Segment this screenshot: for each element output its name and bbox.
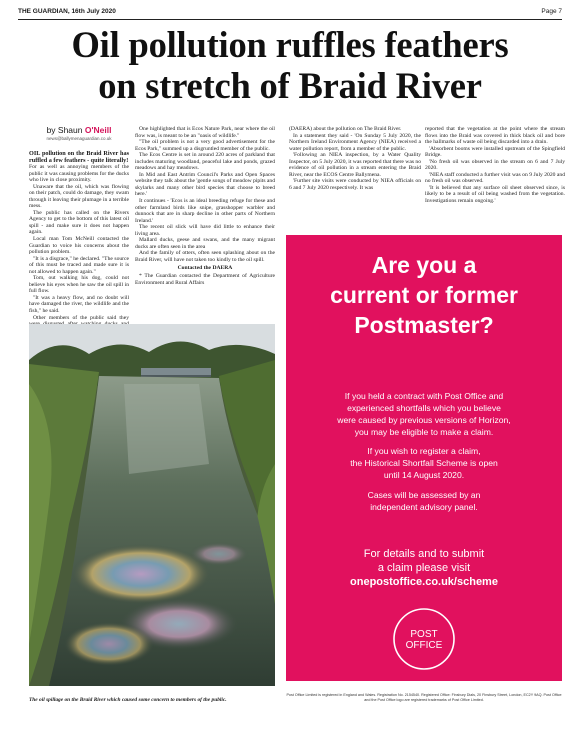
headline-line-2: on stretch of Braid River <box>98 65 482 106</box>
article-column-3 <box>289 126 421 191</box>
article-paragraph: * The Guardian contacted the Department of Agriculture Environment and Rural Affairs <box>135 273 275 286</box>
article-paragraph: In Mid and East Antrim Council's Parks and Open Spaces website they talk about the 'gentle songs of meadow pipits and skylarks and many other bird species that choose to breed here.' <box>135 171 275 198</box>
article-paragraph: 'No fresh oil was observed in the stream on 6 and 7 July 2020. <box>425 158 565 172</box>
post-office-advert <box>286 235 562 681</box>
article-paragraph: (DAERA) about the pollution on The Braid River. <box>289 126 402 132</box>
page-header <box>18 8 562 19</box>
advert-call-to-action: For details and to submit a claim please visit onepostoffice.co.uk/scheme <box>350 548 498 588</box>
article-paragraph: Tom, out walking his dog, could not believe his eyes when he saw the oil spill in full flow. <box>29 275 129 295</box>
article-paragraph: 'NIEA staff conducted a further visit was on 9 July 2020 and no fresh oil was observed. <box>425 171 565 185</box>
article-column-1 <box>29 150 129 347</box>
article-paragraph: Local man Tom McNeill contacted the Guardian to voice his concerns about the pollution problem. <box>29 236 129 256</box>
byline <box>29 125 129 141</box>
river-photo <box>29 324 275 686</box>
article-paragraph: "It was a heavy flow, and no doubt will have damaged the river, the wildlife and the fish," he said. <box>29 294 129 315</box>
advert-panel-text: Cases will be assessed by an independent advisory panel. <box>367 490 481 512</box>
advert-scheme-dates: If you wish to register a claim, the Historical Shortfall Scheme is open until 14 August 2020. <box>350 446 498 480</box>
article-paragraph: Other members of the public said they <box>33 314 129 321</box>
advert-small-print: Post Office Limited is registered in England and Wales. Registration No. 2154540. Registered Office: Finsbury Dials, 20 Finsbury Street, London, EC2Y 9AQ. Post Office and the Post Office logo are registered trademarks of Post Office Limited. <box>286 693 562 702</box>
byline-surname: O'Neill <box>84 125 112 135</box>
headline <box>18 24 562 106</box>
advert-title: Are you a current or former Postmaster? <box>330 252 518 338</box>
article-paragraph: 'Further site visits were conducted by NIEA officials on 6 and 7 July 2020 respectively. It was <box>289 178 421 191</box>
article-paragraph: For as well as annoying members of the public it was causing problems for the ducks who live in close proximity. <box>29 164 129 184</box>
article-subhead: Contacted the DAERA <box>177 265 233 272</box>
article-paragraph: In a statement they said - 'On Sunday 5 July 2020, the Northern Ireland Environment Agency (NIEA) received a water pollution report, from a member of the public. <box>289 132 421 152</box>
headline-line-1: Oil pollution ruffles feathers <box>71 24 509 65</box>
article-paragraph: And the family of otters, often seen splashing about on the Braid River, will have not taken too kindly to the oil spill. <box>135 250 275 263</box>
article-paragraph: "The oil problem is not a very good advertisement for the Ecos Park," summed up a disgruntled member of the public. <box>135 139 275 152</box>
article-paragraph: "It is a disgrace," he declared. "The source of this must be traced and made sure it is not allowed to happen again." <box>29 255 129 275</box>
article-column-2 <box>135 126 275 286</box>
photo-caption: The oil spillage on the Braid River which caused some concern to members of the public. <box>29 697 227 703</box>
svg-text:POST: POST <box>410 629 438 640</box>
article-paragraph: 'Absorbent booms were installed upstream of the Spingfield Bridge. <box>425 145 565 159</box>
page-number: Page 7 <box>541 8 562 15</box>
article-paragraph: Mallard ducks, geese and swans, and the many migrant ducks are often seen in the area <box>135 237 275 250</box>
advert-eligibility-text: If you held a contract with Post Office and experienced shortfalls which you believe were caused by previous versions of Horizon, you may be eligible to make a claim. <box>337 391 511 437</box>
header-rule <box>18 19 562 20</box>
publication-date: THE GUARDIAN, 16th July 2020 <box>18 8 116 15</box>
svg-text:OFFICE: OFFICE <box>405 640 443 651</box>
byline-email[interactable]: news@ballymenaguardian.co.uk <box>46 136 112 141</box>
article-paragraph: reported that the vegetation at the point where the stream flows into the Braid was covered in thick black oil and bore the hallmarks of waste oil being discarded into a drain. <box>425 126 565 146</box>
advert-url[interactable]: onepostoffice.co.uk/scheme <box>350 576 498 588</box>
byline-prefix: by Shaun <box>46 125 85 135</box>
article-lead: OIL pollution on the Braid River has ruffled a few feathers - quite literally! <box>29 150 129 164</box>
article-paragraph: The public has called on the Rivers Agency to get to the bottom of this latest oil spill - and make sure it does not happen again. <box>29 209 129 236</box>
post-office-logo-icon <box>392 607 456 671</box>
post-office-logo <box>392 607 456 671</box>
article-paragraph: The recent oil slick will have did little to enhance their living area. <box>135 224 275 237</box>
article-column-4 <box>425 126 565 205</box>
article-paragraph: Unaware that the oil, which was flowing on their patch, could do damage, they swam through it leaving their plumage in a terrible mess. <box>29 183 129 210</box>
article-paragraph: One highlighted that is Ecos Nature Park, near where the oil flow was, is meant to be an "oasis of wildlife." <box>135 126 275 139</box>
article-paragraph: 'It is believed that any surface oil sheet observed since, is likely to be a result of oil being washed from the vegetation. Investigations remain ongoing.' <box>425 184 565 205</box>
article-paragraph: 'Following an NIEA inspection, by a Water Quality Inspector, on 5 July 2020, it was reported that there was no evidence of oil pollution in a stream entering the Braid River, near the ECOS Centre Ballymena. <box>289 152 421 178</box>
article-paragraph: The Ecos Centre is set in around 220 acres of parkland that includes maturing woodland, peaceful lake and ponds, grazed meadows and hay meadows. <box>135 152 275 172</box>
article-paragraph: It continues - 'Ecos is an ideal breeding refuge for these and other farmland birds like snipe, grasshopper warbler and dunnock that are in sharp decline in other parts of Northern Ireland.' <box>135 198 275 224</box>
